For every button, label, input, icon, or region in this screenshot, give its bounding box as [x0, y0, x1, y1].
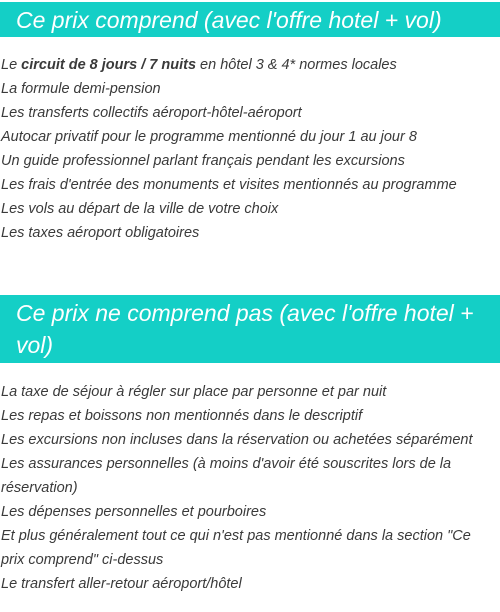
- section-title-included: Ce prix comprend (avec l'offre hotel + vol): [0, 2, 500, 37]
- list-item: Les vols au départ de la ville de votre choix: [1, 201, 279, 217]
- list-item: Les assurances personnelles (à moins d'avoir été souscrites lors de la réservation): [1, 456, 452, 496]
- list-item: Les dépenses personnelles et pourboires: [1, 504, 267, 520]
- item-bold-text: circuit de 8 jours / 7 nuits: [21, 57, 197, 73]
- list-item: La formule demi-pension: [1, 81, 161, 97]
- section-title-not-included: Ce prix ne comprend pas (avec l'offre hotel + vol): [0, 295, 500, 363]
- not-included-list: [1, 380, 496, 596]
- item-suffix: en hôtel 3 & 4* normes locales: [196, 57, 397, 73]
- list-item: Les taxes aéroport obligatoires: [1, 225, 200, 241]
- list-item: [1, 53, 496, 77]
- list-item: Autocar privatif pour le programme mentionné du jour 1 au jour 8: [1, 129, 417, 145]
- list-item: Et plus généralement tout ce qui n'est pas mentionné dans la section "Ce prix comprend" ci-dessus: [1, 528, 471, 568]
- list-item: Les transferts collectifs aéroport-hôtel-aéroport: [1, 105, 302, 121]
- item-prefix: Le: [1, 57, 22, 73]
- list-item: Les frais d'entrée des monuments et visites mentionnés au programme: [1, 177, 457, 193]
- list-item: Les repas et boissons non mentionnés dans le descriptif: [1, 408, 363, 424]
- included-list: [1, 53, 496, 245]
- list-item: Un guide professionnel parlant français pendant les excursions: [1, 153, 405, 169]
- list-item: Les excursions non incluses dans la réservation ou achetées séparément: [1, 432, 473, 448]
- list-item: La taxe de séjour à régler sur place par personne et par nuit: [1, 384, 387, 400]
- list-item: Le transfert aller-retour aéroport/hôtel: [1, 576, 242, 592]
